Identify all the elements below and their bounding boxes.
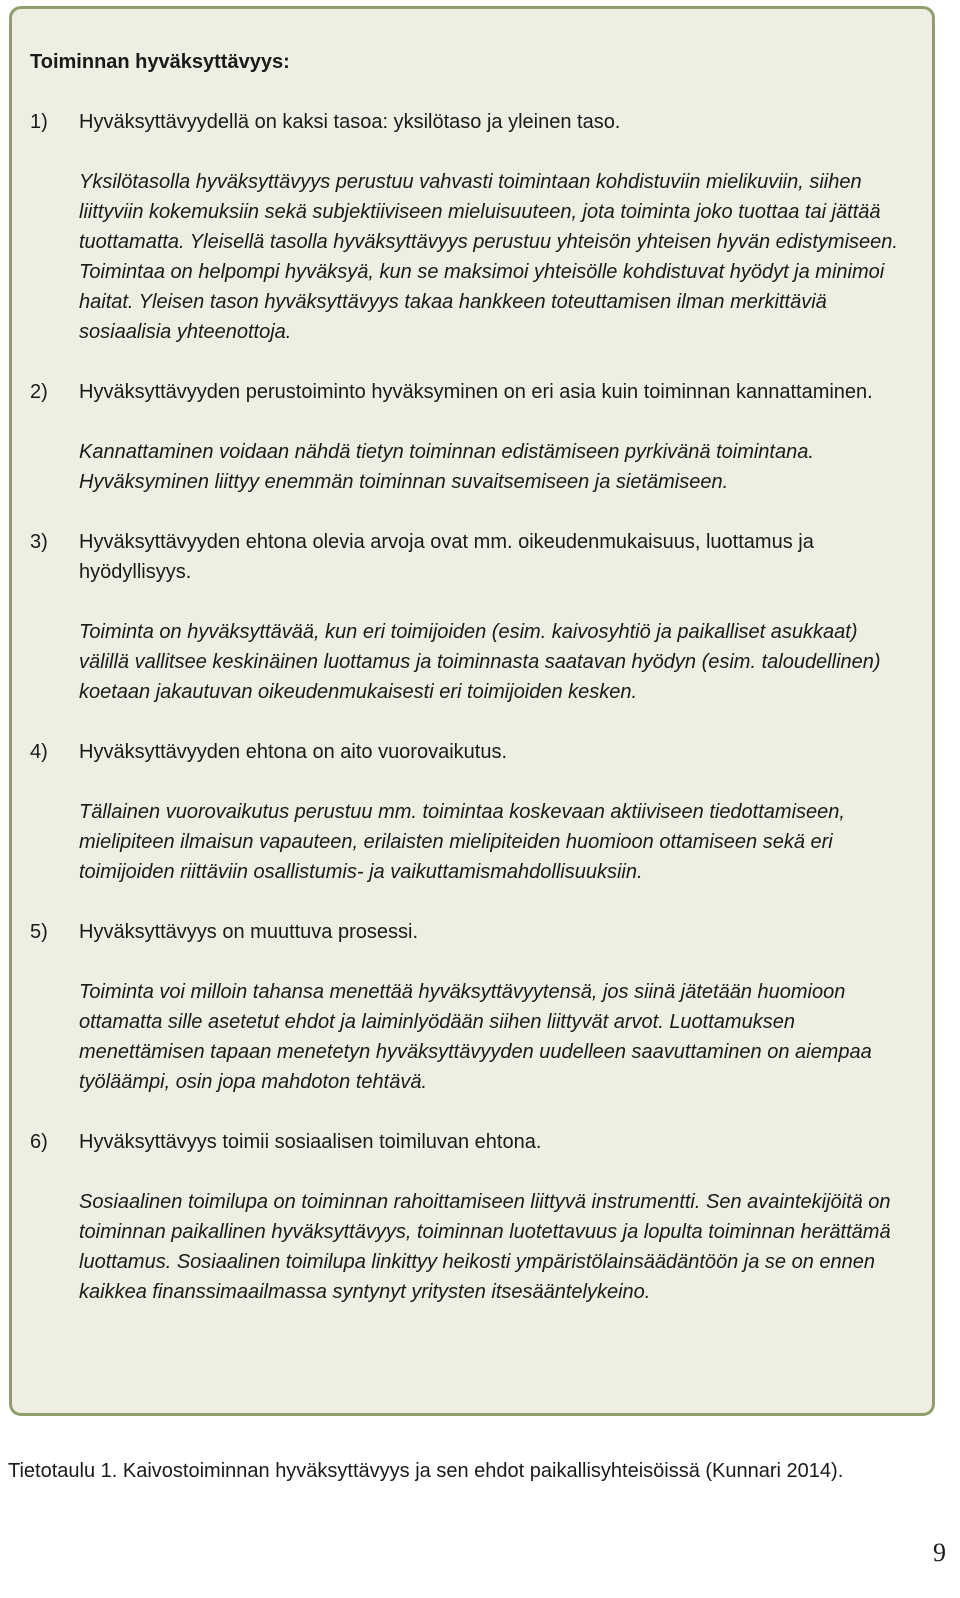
list-item-heading bbox=[30, 107, 912, 137]
list-item bbox=[30, 917, 912, 1097]
list-item bbox=[30, 737, 912, 887]
list-item-text: Hyväksyttävyyden ehtona olevia arvoja ovat mm. oikeudenmukaisuus, luottamus ja hyödyllisyys. bbox=[79, 531, 814, 583]
list-item-number: 4) bbox=[30, 741, 48, 763]
list-item-note: Sosiaalinen toimilupa on toiminnan rahoittamiseen liittyvä instrumentti. Sen avaintekijöitä on toiminnan paikallinen hyväksyttävyys, toiminnan luotettavuus ja lopulta toiminnan herättämä luottamus. Sosiaalinen toimilupa linkittyy heikosti ympäristölainsäädäntöön ja se on ennen kaikkea finanssimaailmassa syntynyt yritysten itsesääntelykeino. bbox=[79, 1191, 891, 1303]
list-item-heading bbox=[30, 377, 912, 407]
list-item-number: 1) bbox=[30, 111, 48, 133]
list-item-heading bbox=[30, 1127, 912, 1157]
list-item-heading bbox=[30, 917, 912, 947]
list-item-note: Yksilötasolla hyväksyttävyys perustuu vahvasti toimintaan kohdistuviin mielikuviin, siihen liittyviin kokemuksiin sekä subjektiiviseen mieluisuuteen, jota toiminta joko tuottaa tai jättää tuottamatta. Yleisellä tasolla hyväksyttävyys perustuu yhteisön yhteisen hyvän edistymiseen. Toimintaa on helpompi hyväksyä, kun se maksimoi yhteisölle kohdistuvat hyödyt ja minimoi haitat. Yleisen tason hyväksyttävyys takaa hankkeen toteuttamisen ilman merkittäviä sosiaalisia yhteenottoja. bbox=[79, 171, 898, 343]
list-item-note: Toiminta voi milloin tahansa menettää hyväksyttävyytensä, jos siinä jätetään huomioon ottamatta sille asetetut ehdot ja laiminlyödään siihen liittyvät arvot. Luottamuksen menettämisen tapaan menetetyn hyväksyttävyyden uudelleen saavuttaminen on aiempaa työläämpi, osin jopa mahdoton tehtävä. bbox=[79, 981, 872, 1093]
list-item bbox=[30, 1127, 912, 1307]
list-item-text: Hyväksyttävyyden perustoiminto hyväksyminen on eri asia kuin toiminnan kannattaminen. bbox=[79, 381, 873, 403]
list-item-number: 5) bbox=[30, 921, 48, 943]
list-item-number: 3) bbox=[30, 531, 48, 553]
page-number: 9 bbox=[933, 1538, 946, 1567]
info-box bbox=[9, 6, 935, 1416]
list-item-text: Hyväksyttävyys toimii sosiaalisen toimiluvan ehtona. bbox=[79, 1131, 542, 1153]
list-item bbox=[30, 107, 912, 347]
list-item-text: Hyväksyttävyyden ehtona on aito vuorovaikutus. bbox=[79, 741, 508, 763]
list-item-note: Toiminta on hyväksyttävää, kun eri toimijoiden (esim. kaivosyhtiö ja paikalliset asukkaat) välillä vallitsee keskinäinen luottamus ja toiminnasta saatavan hyödyn (esim. taloudellinen) koetaan jakautuvan oikeudenmukaisesti eri toimijoiden kesken. bbox=[79, 621, 881, 703]
list-item-heading bbox=[30, 737, 912, 767]
list-item-text: Hyväksyttävyys on muuttuva prosessi. bbox=[79, 921, 419, 943]
list-item-note: Tällainen vuorovaikutus perustuu mm. toimintaa koskevaan aktiiviseen tiedottamiseen, mielipiteen ilmaisun vapauteen, erilaisten mielipiteiden huomioon ottamiseen sekä eri toimijoiden riittäviin osallistumis- ja vaikuttamismahdollisuuksiin. bbox=[79, 801, 845, 883]
list-item bbox=[30, 527, 912, 707]
list-item-number: 6) bbox=[30, 1131, 48, 1153]
list-item-number: 2) bbox=[30, 381, 48, 403]
info-box-title: Toiminnan hyväksyttävyys: bbox=[30, 51, 290, 73]
list-item-note: Kannattaminen voidaan nähdä tietyn toiminnan edistämiseen pyrkivänä toimintana. Hyväksyminen liittyy enemmän toiminnan suvaitsemiseen ja sietämiseen. bbox=[79, 441, 814, 493]
list-item-heading bbox=[30, 527, 912, 587]
list-item bbox=[30, 377, 912, 497]
figure-caption: Tietotaulu 1. Kaivostoiminnan hyväksyttävyys ja sen ehdot paikallisyhteisöissä (Kunnari 2014). bbox=[8, 1460, 844, 1482]
list-item-text: Hyväksyttävyydellä on kaksi tasoa: yksilötaso ja yleinen taso. bbox=[79, 111, 621, 133]
